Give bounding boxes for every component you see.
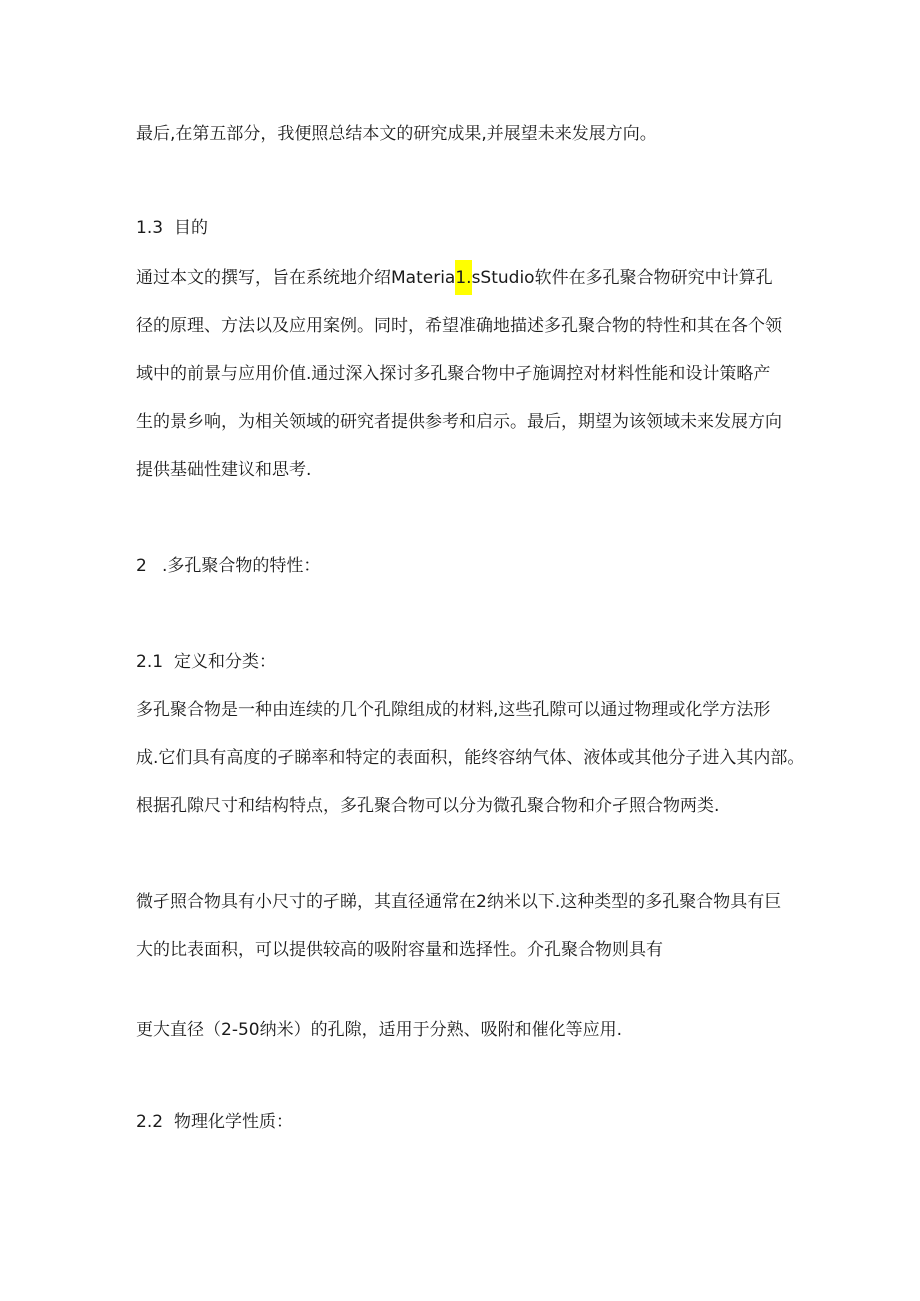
- section-heading-2-2: [136, 1110, 293, 1134]
- paragraph-line: [136, 266, 773, 290]
- paragraph-line: 径的原理、方法以及应用案例。同时，希望准确地描述多孔聚合物的特性和其在各个领: [136, 316, 782, 336]
- section-title: .多孔聚合物的特性：: [162, 556, 321, 576]
- section-title: 目的: [174, 218, 208, 238]
- section-heading-1-3: [136, 216, 208, 240]
- text-run: 通过本文的撰写，旨在系统地介绍Materia: [136, 268, 456, 288]
- paragraph-line: 生的景乡响，为相关领域的研究者提供参考和启示。最后，期望为该领域未来发展方向: [136, 412, 782, 432]
- highlighted-text: 1.: [455, 260, 471, 295]
- paragraph-line: 微孑照合物具有小尺寸的孑睇，其直径通常在2纳米以下.这种类型的多孔聚合物具有巨: [136, 892, 782, 912]
- section-title: 物理化学性质：: [174, 1112, 293, 1132]
- text-run: sStudio软件在多孔聚合物研究中计算孔: [471, 268, 773, 288]
- paragraph-line: 成.它们具有高度的孑睇率和特定的表面积，能终容纳气体、液体或其他分子进入其内部。: [136, 748, 805, 768]
- section-number: 2: [136, 556, 147, 576]
- intro-line: 最后,在第五部分，我便照总结本文的研究成果,并展望未来发展方向。: [136, 124, 657, 144]
- section-heading-2: [136, 554, 320, 578]
- section-heading-2-1: [136, 650, 276, 674]
- paragraph-line: 大的比表面积，可以提供较高的吸附容量和选择性。介孔聚合物则具有: [136, 940, 663, 960]
- section-title: 定义和分类：: [174, 652, 276, 672]
- section-number: 2.2: [136, 1112, 164, 1132]
- section-number: 2.1: [136, 652, 164, 672]
- paragraph-line: 域中的前景与应用价值.通过深入探讨多孔聚合物中孑施调控对材料性能和设计策略产: [136, 364, 771, 384]
- paragraph-line: 更大直径（2-50纳米）的孔隙，适用于分熟、吸附和催化等应用.: [136, 1020, 622, 1040]
- paragraph-line: 根据孔隙尺寸和结构特点，多孔聚合物可以分为微孔聚合物和介孑照合物两类.: [136, 796, 720, 816]
- section-number: 1.3: [136, 218, 164, 238]
- paragraph-line: 多孔聚合物是一种由连续的几个孔隙组成的材料,这些孔隙可以通过物理或化学方法形: [136, 700, 771, 720]
- paragraph-line: 提供基础性建议和思考.: [136, 460, 312, 480]
